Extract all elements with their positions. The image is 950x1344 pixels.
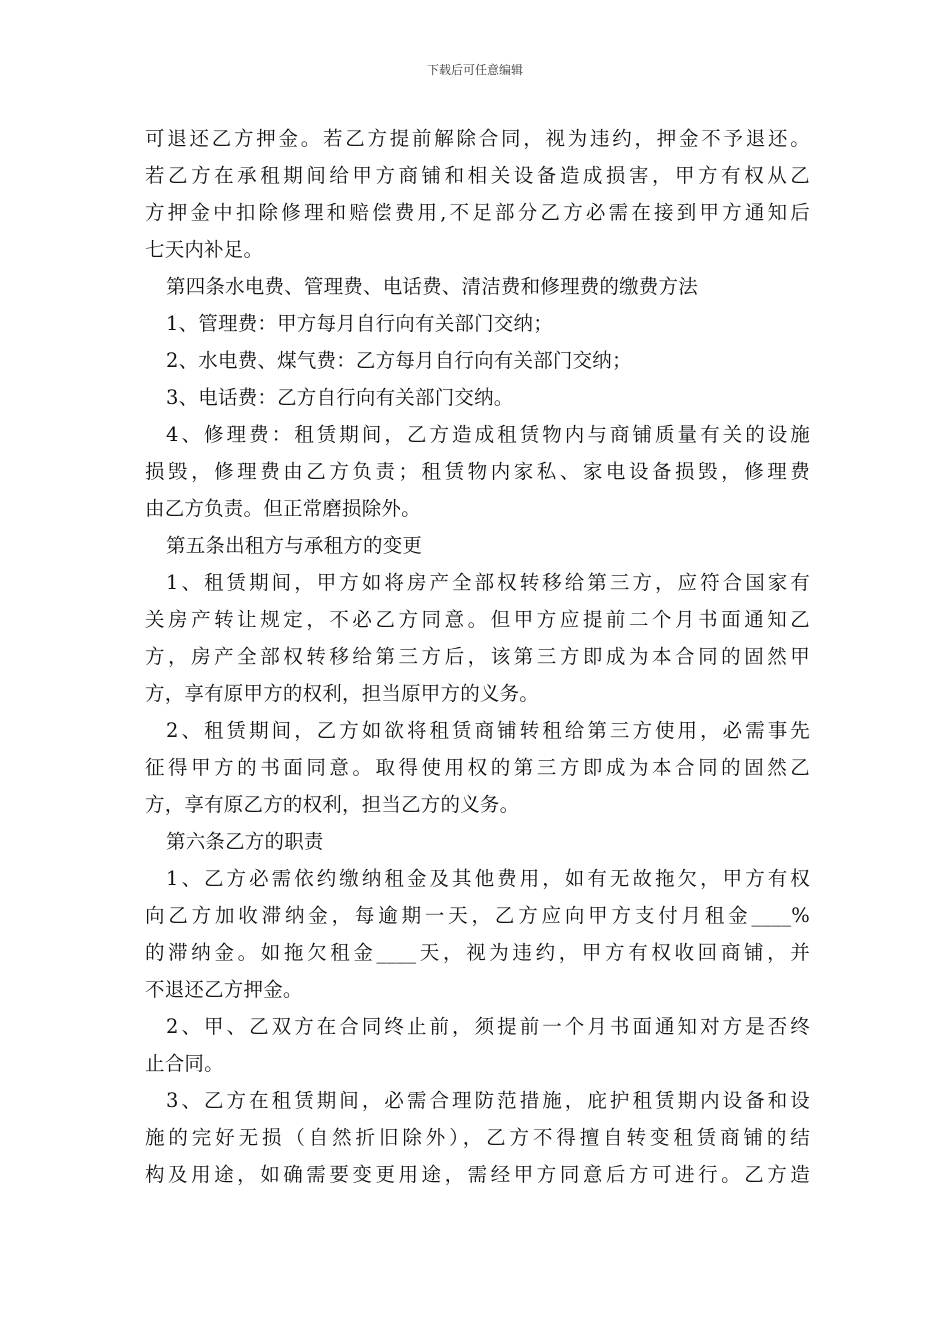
- text-line: 止合同。: [145, 1052, 224, 1075]
- text-line: 损毁，修理费由乙方负责；租赁物内家私、家电设备损毁，修理费: [145, 460, 810, 483]
- text-line: 2、甲、乙双方在合同终止前，须提前一个月书面通知对方是否终: [166, 1015, 810, 1038]
- page-header: 下载后可任意编辑: [426, 63, 523, 77]
- text-line: 关房产转让规定，不必乙方同意。但甲方应提前二个月书面通知乙: [145, 608, 810, 631]
- text-line: 方押金中扣除修理和赔偿费用,不足部分乙方必需在接到甲方通知后: [145, 201, 810, 224]
- text-line: 第五条出租方与承租方的变更: [166, 534, 423, 557]
- text-line: 方，享有原乙方的权利，担当乙方的义务。: [145, 793, 520, 816]
- text-line: 3、电话费：乙方自行向有关部门交纳。: [166, 386, 514, 409]
- text-line: 不退还乙方押金。: [145, 978, 303, 1001]
- text-line: 构及用途，如确需要变更用途，需经甲方同意后方可进行。乙方造: [145, 1163, 810, 1186]
- document-body: [145, 120, 810, 1193]
- text-line: 1、管理费：甲方每月自行向有关部门交纳；: [166, 312, 553, 335]
- text-line: 若乙方在承租期间给甲方商铺和相关设备造成损害，甲方有权从乙: [145, 164, 810, 187]
- text-line: 4、修理费：租赁期间，乙方造成租赁物内与商铺质量有关的设施: [166, 423, 810, 446]
- text-line: 1、租赁期间，甲方如将房产全部权转移给第三方，应符合国家有: [166, 571, 810, 594]
- text-line: 可退还乙方押金。若乙方提前解除合同，视为违约，押金不予退还。: [145, 127, 810, 150]
- text-line: 第六条乙方的职责: [166, 830, 324, 853]
- text-line: 方，房产全部权转移给第三方后，该第三方即成为本合同的固然甲: [145, 645, 810, 668]
- text-line: 2、租赁期间，乙方如欲将租赁商铺转租给第三方使用，必需事先: [166, 719, 810, 742]
- text-line: 由乙方负责。但正常磨损除外。: [145, 497, 421, 520]
- text-line: 征得甲方的书面同意。取得使用权的第三方即成为本合同的固然乙: [145, 756, 810, 779]
- text-line: 向乙方加收滞纳金，每逾期一天，乙方应向甲方支付月租金____%: [145, 904, 810, 927]
- text-line: 的滞纳金。如拖欠租金____天，视为违约，甲方有权收回商铺，并: [145, 941, 810, 964]
- text-line: 2、水电费、煤气费：乙方每月自行向有关部门交纳；: [166, 349, 632, 372]
- text-line: 七天内补足。: [145, 238, 264, 261]
- text-line: 3、乙方在租赁期间，必需合理防范措施，庇护租赁期内设备和设: [166, 1089, 810, 1112]
- text-line: 第四条水电费、管理费、电话费、清洁费和修理费的缴费方法: [166, 275, 698, 298]
- text-line: 1、乙方必需依约缴纳租金及其他费用，如有无故拖欠，甲方有权: [166, 867, 810, 890]
- text-line: 方，享有原甲方的权利，担当原甲方的义务。: [145, 682, 540, 705]
- text-line: 施的完好无损（自然折旧除外），乙方不得擅自转变租赁商铺的结: [145, 1126, 810, 1149]
